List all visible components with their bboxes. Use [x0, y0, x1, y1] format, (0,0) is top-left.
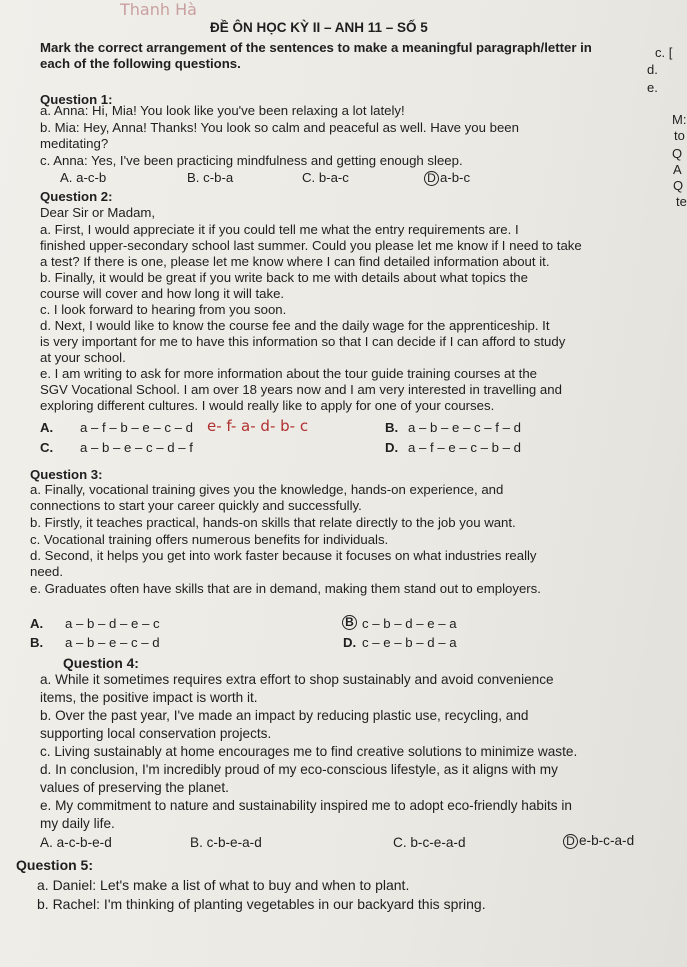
- q4-option-a: A. a-c-b-e-d: [40, 835, 112, 850]
- q2-item: course will cover and how long it will take.: [40, 286, 285, 301]
- q1-item: b. Mia: Hey, Anna! Thanks! You look so calm and peaceful as well. Have you been: [40, 120, 519, 135]
- handwritten-name: Thanh Hà: [120, 0, 197, 19]
- q2-option-c-label: C.: [40, 440, 54, 455]
- q4-item: b. Over the past year, I've made an impact by reducing plastic use, recycling, and: [40, 708, 529, 723]
- q2-item: SGV Vocational School. I am over 18 years now and I am very interested in travelling and: [40, 382, 562, 397]
- q3-option-d: c – e – b – d – a: [362, 635, 457, 650]
- question-4-heading: Question 4:: [63, 656, 139, 671]
- margin-fragment: M:: [672, 112, 687, 127]
- q2-option-b-label: B.: [385, 420, 399, 435]
- q2-option-a: a – f – b – e – c – d: [80, 420, 193, 435]
- question-1-heading: Question 1:: [40, 92, 113, 107]
- q4-item: supporting local conservation projects.: [40, 726, 272, 741]
- q2-item: a test? If there is one, please let me know where I can find detailed information about it.: [40, 254, 550, 269]
- q4-item: c. Living sustainably at home encourages me to find creative solutions to minimize waste.: [40, 744, 578, 759]
- margin-fragment: e.: [647, 80, 658, 95]
- q2-option-c: a – b – e – c – d – f: [80, 440, 193, 455]
- q2-item: at your school.: [40, 350, 126, 365]
- handwritten-note: e- f- a- d- b- c: [207, 417, 309, 435]
- q3-item: e. Graduates often have skills that are in demand, making them stand out to employers.: [30, 581, 541, 596]
- q4-item: d. In conclusion, I'm incredibly proud of my eco-conscious lifestyle, as it aligns with my: [40, 762, 558, 777]
- q1-option-a: A. a-c-b: [60, 170, 107, 185]
- q3-option-b-label: B: [342, 614, 358, 630]
- q3-item: need.: [30, 564, 64, 579]
- q4-item: a. While it sometimes requires extra effort to shop sustainably and avoid convenience: [40, 672, 554, 687]
- q3-item: connections to start your career quickly and successfully.: [30, 498, 362, 513]
- question-2-heading: Question 2:: [40, 189, 113, 204]
- q4-item: values of preserving the planet.: [40, 780, 229, 795]
- q2-item: c. I look forward to hearing from you soon.: [40, 302, 287, 317]
- margin-fragment: to: [674, 128, 685, 143]
- q2-item: Dear Sir or Madam,: [40, 205, 156, 220]
- q1-option-c: C. b-a-c: [302, 170, 349, 185]
- q5-item: a. Daniel: Let's make a list of what to buy and when to plant.: [37, 877, 410, 893]
- q1-option-d: D a-b-c: [424, 170, 470, 186]
- q3-option-a-label: A.: [30, 616, 44, 631]
- q3-item: b. Firstly, it teaches practical, hands-on skills that relate directly to the job you want.: [30, 515, 516, 530]
- q3-option-d-label: D.: [343, 635, 357, 650]
- q1-item: c. Anna: Yes, I've been practicing mindfulness and getting enough sleep.: [40, 153, 463, 168]
- q4-item: my daily life.: [40, 816, 115, 831]
- q2-item: e. I am writing to ask for more information about the tour guide training courses at the: [40, 366, 537, 381]
- q4-option-b: B. c-b-e-a-d: [190, 835, 262, 850]
- selected-answer-circle: D: [424, 171, 439, 186]
- q3-option-c-label: B.: [30, 635, 44, 650]
- q3-option-a: a – b – d – e – c: [65, 616, 160, 631]
- q2-option-d-label: D.: [385, 440, 399, 455]
- page-title: ĐỀ ÔN HỌC KỲ II – ANH 11 – SỐ 5: [210, 20, 428, 35]
- q2-item: a. First, I would appreciate it if you could tell me what the entry requirements are. I: [40, 222, 519, 237]
- q3-item: a. Finally, vocational training gives you the knowledge, hands-on experience, and: [30, 482, 504, 497]
- q3-option-c: a – b – e – c – d: [65, 635, 160, 650]
- margin-fragment: A: [673, 162, 682, 177]
- q4-option-d: D e-b-c-a-d: [563, 833, 634, 849]
- margin-fragment: c. [: [655, 45, 673, 60]
- q3-item: c. Vocational training offers numerous benefits for individuals.: [30, 532, 389, 547]
- q3-option-b: c – b – d – e – a: [362, 616, 457, 631]
- q2-option-d: a – f – e – c – b – d: [408, 440, 521, 455]
- q2-item: b. Finally, it would be great if you write back to me with details about what topics the: [40, 270, 528, 285]
- instructions: Mark the correct arrangement of the sentences to make a meaningful paragraph/letter in each of the following questions.: [40, 40, 592, 71]
- selected-answer-circle: D: [563, 834, 578, 849]
- margin-fragment: Q: [673, 178, 684, 193]
- q2-item: exploring different cultures. I would really like to apply for one of your courses.: [40, 398, 495, 413]
- q1-item: meditating?: [40, 136, 109, 151]
- q2-option-a-label: A.: [40, 420, 54, 435]
- q5-item: b. Rachel: I'm thinking of planting vegetables in our backyard this spring.: [37, 896, 486, 912]
- q4-option-c: C. b-c-e-a-d: [393, 835, 466, 850]
- margin-fragment: Q: [672, 146, 683, 161]
- q2-item: is very important for me to have this information so that I can decide if I can afford to study: [40, 334, 566, 349]
- q4-item: items, the positive impact is worth it.: [40, 690, 258, 705]
- question-3-heading: Question 3:: [30, 467, 103, 482]
- q3-item: d. Second, it helps you get into work faster because it focuses on what industries really: [30, 548, 537, 563]
- margin-fragment: te: [676, 194, 687, 209]
- q1-item: a. Anna: Hi, Mia! You look like you've been relaxing a lot lately!: [40, 103, 405, 118]
- q2-item: finished upper-secondary school last summer. Could you please let me know if I need to take: [40, 238, 582, 253]
- q2-item: d. Next, I would like to know the course fee and the daily wage for the apprenticeship. It: [40, 318, 550, 333]
- q4-item: e. My commitment to nature and sustainability inspired me to adopt eco-friendly habits in: [40, 798, 572, 813]
- q1-option-b: B. c-b-a: [187, 170, 234, 185]
- q2-option-b: a – b – e – c – f – d: [408, 420, 521, 435]
- question-5-heading: Question 5:: [16, 857, 94, 873]
- margin-fragment: d.: [647, 62, 658, 77]
